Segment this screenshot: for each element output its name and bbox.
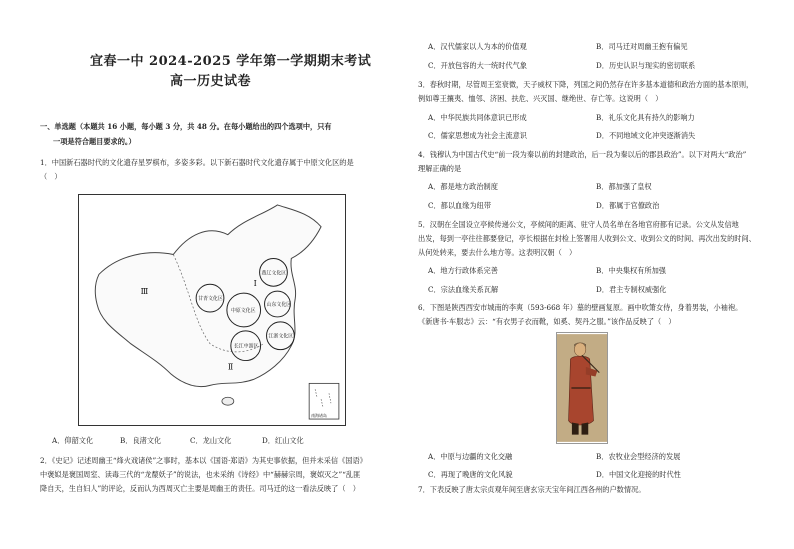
q2-option-b[interactable]: B．司马迁对周幽王抱有偏见: [596, 42, 688, 51]
mural-image: [556, 332, 608, 444]
inset-label: 南海诸岛: [311, 413, 327, 419]
figure-robe: [569, 356, 594, 425]
q3-option-c[interactable]: C．儒家思想成为社会主流意识: [428, 131, 527, 140]
label-region-3: Ⅲ: [140, 287, 149, 297]
q3-stem: 3．春秋时期，尽管周王室衰微，天子威权下降，列国之间仍然存在许多基本道德和政治方面的基本原则，: [418, 80, 754, 89]
q3-option-d[interactable]: D．不同地域文化冲突逐渐消失: [596, 131, 696, 140]
q6-option-c[interactable]: C．再现了晚唐的文化风貌: [428, 470, 513, 479]
figure-head: [574, 343, 586, 356]
q6-option-a[interactable]: A．中原与边疆的文化交融: [428, 452, 513, 461]
q5-option-c[interactable]: C．宗法血缘关系瓦解: [428, 285, 499, 294]
section-heading: 一、单选题（本题共 16 小题，每小题 3 分，共 48 分。在每小题给出的四个选项中，只有: [40, 122, 332, 131]
q5-stem-2: 出发，每到一亭往往都要登记，亭长根据在封检上签署用人收到公文、收到公文的时间、再次出发的时间、: [418, 234, 756, 243]
q4-option-a[interactable]: A．都是地方政治制度: [428, 182, 498, 191]
q2-option-d[interactable]: D．历史认识与现实的密切联系: [596, 61, 696, 70]
q6-option-b[interactable]: B．农牧业会型经济的发展: [596, 452, 681, 461]
map-svg: [79, 195, 345, 425]
q6-stem: 6．下图是陕西西安市城南的李爽（593-668 年）墓的壁画复原。画中吹箫女侍，身着男装，小袖袍。: [418, 303, 743, 312]
hainan-island: [222, 397, 234, 405]
q1-option-d[interactable]: D．红山文化: [262, 436, 304, 445]
mural-svg: [557, 333, 607, 443]
label-changjiang: 长江中游区: [233, 343, 259, 350]
q5-option-b[interactable]: B．中央集权有所加强: [596, 266, 666, 275]
label-zhongyuan: 中原文化区: [230, 307, 256, 314]
q6-stem-2: 《新唐书·车服志》云：“有衣男子衣而靴，如奚、契丹之服。”该作品反映了（ ）: [418, 317, 676, 326]
q1-stem-2: （ ）: [40, 172, 62, 181]
q2-stem-2: 中褒姒是褒国周室、读毒三代的“龙漦妖子”的说法，也未采纳《诗经》中“赫赫宗周，褒姒灭之”“乱匪: [40, 470, 361, 479]
q4-option-d[interactable]: D．都属于官僚政治: [596, 201, 660, 210]
q1-option-a[interactable]: A．仰韶文化: [52, 436, 94, 445]
q2-stem-3: 降自天，生自妇人”的评论，反而认为西周灭亡主要是周幽王的责任。司马迁的这一看法反映了（ ）: [40, 484, 360, 493]
q4-stem-2: 理解正确的是: [418, 164, 462, 173]
q1-stem: 1．中国新石器时代的文化遗存星罗棋布，多姿多彩。以下新石器时代文化遗存属于中原文化区的是: [40, 158, 354, 167]
q3-option-a[interactable]: A．中华民族共同体意识已形成: [428, 113, 527, 122]
q4-option-c[interactable]: C．都以血缘为纽带: [428, 201, 492, 210]
q5-stem: 5．汉朝在全国设立亭候传递公文，亭候间的距离、驻守人员名单在各地官府都有记录。公文从发信地: [418, 220, 739, 229]
q2-stem: 2．《史记》记述周幽王“烽火戏诸侯”之事时，基本以《国语·郑语》为其史事依据，但并未采信《国语》: [40, 456, 367, 465]
label-shandong: 山东文化区: [266, 302, 292, 309]
q4-stem: 4．钱穆认为中国古代史“前一段为秦以前的封建政治，后一段为秦以后的郡县政治”。以下对两大“政治”: [418, 150, 747, 159]
label-ganqing: 甘青文化区: [198, 296, 223, 303]
q7-stem: 7．下表反映了唐太宗贞观年间至唐玄宗天宝年间江西各州的户数情况。: [418, 485, 646, 494]
neolithic-culture-map: [78, 194, 346, 426]
label-yanliao: 燕辽文化区: [261, 270, 287, 277]
label-jiangzhe: 江浙文化区: [268, 333, 294, 340]
page-title: 宜春一中 2024-2025 学年第一学期期末考试: [90, 54, 372, 69]
q2-option-c[interactable]: C．开放包容的大一统时代气象: [428, 61, 527, 70]
section-heading-2: 一项是符合题目要求的。）: [53, 137, 136, 146]
q6-option-d[interactable]: D．中国文化迎接的时代性: [596, 470, 681, 479]
q5-option-a[interactable]: A．地方行政体系完善: [428, 266, 498, 275]
q4-option-b[interactable]: B．都加强了皇权: [596, 182, 652, 191]
label-region-1: Ⅰ: [253, 279, 257, 289]
q3-stem-2: 例如尊王攘夷、恤邻、济困、扶危、兴灭国、继绝世、存亡等。这说明（ ）: [418, 94, 663, 103]
q3-option-b[interactable]: B．礼乐文化具有持久的影响力: [596, 113, 695, 122]
page-subtitle: 高一历史试卷: [170, 74, 252, 89]
q5-option-d[interactable]: D．君主专制权威强化: [596, 285, 667, 294]
q5-stem-3: 从何处转来，要去什么地方等。这表明汉朝（ ）: [418, 248, 577, 257]
q1-option-b[interactable]: B．良渚文化: [120, 436, 162, 445]
q1-option-c[interactable]: C．龙山文化: [190, 436, 232, 445]
label-region-2: Ⅱ: [227, 362, 234, 372]
q2-option-a[interactable]: A．汉代儒家以人为本的价值观: [428, 42, 527, 51]
